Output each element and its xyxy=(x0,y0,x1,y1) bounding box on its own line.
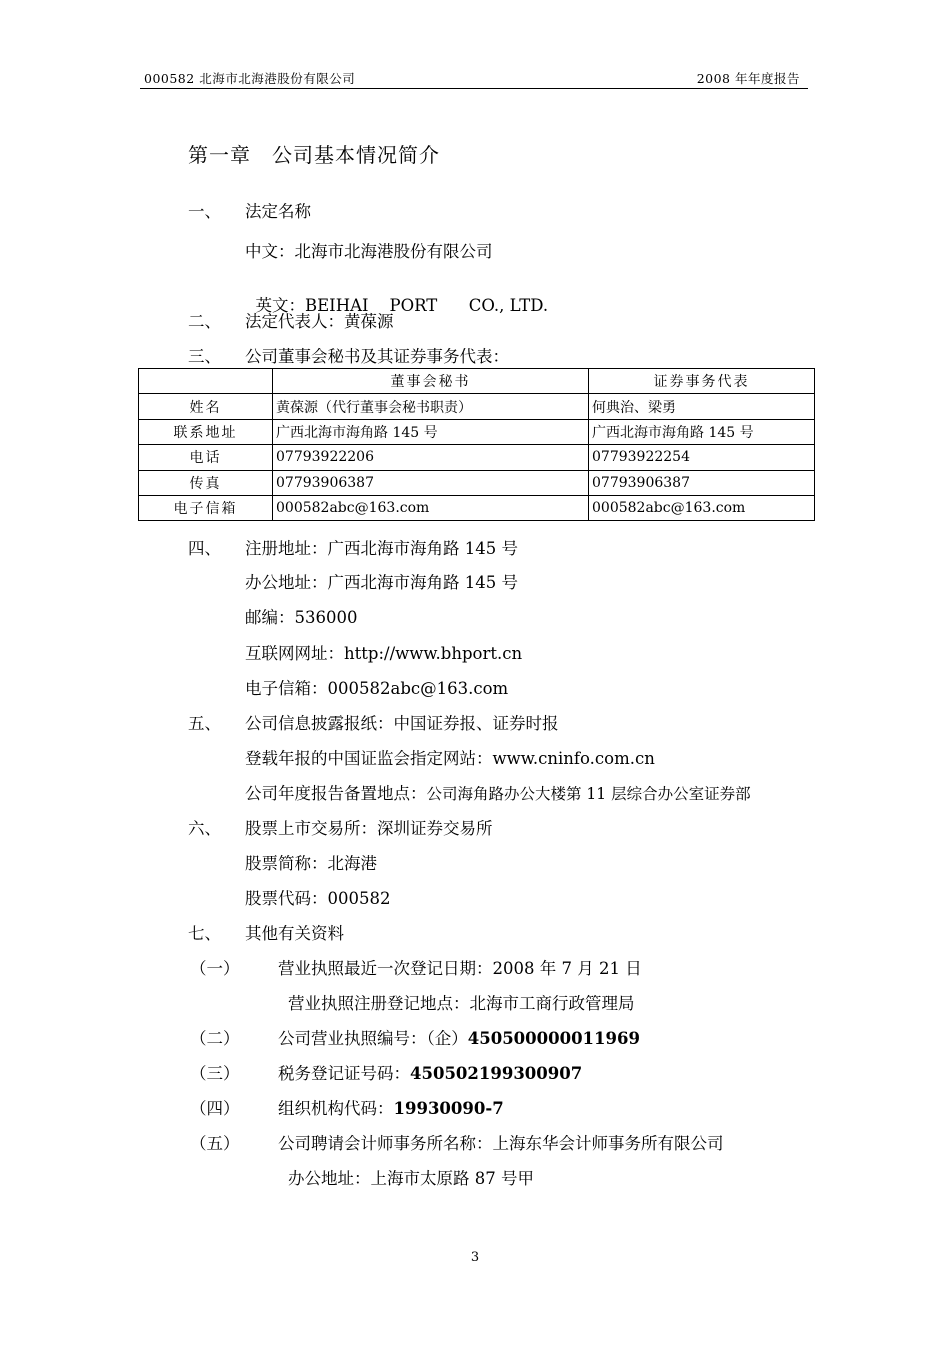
field-value: 上海东华会计师事务所有限公司 xyxy=(492,1134,724,1153)
field-label: 营业执照最近一次登记日期： xyxy=(278,959,493,978)
field-label: 税务登记证号码： xyxy=(278,1064,410,1083)
field-label: 股票代码： xyxy=(245,889,328,908)
table-row xyxy=(139,495,815,520)
field-value: 广西北海市海角路 145 号 xyxy=(327,573,518,592)
header-company: 000582 北海市北海港股份有限公司 xyxy=(144,71,356,86)
table-header-cell xyxy=(139,369,273,394)
field-label: 公司信息披露报纸： xyxy=(245,714,394,733)
table-cell: 姓名 xyxy=(139,394,273,419)
table-row xyxy=(139,419,815,444)
field-label: 中文： xyxy=(245,242,295,261)
item-number: （四） xyxy=(190,1099,240,1118)
table-cell: 电子信箱 xyxy=(139,495,273,520)
field-value: 广西北海市海角路 145 号 xyxy=(327,539,518,558)
table-cell: 电话 xyxy=(139,445,273,470)
table-row xyxy=(139,445,815,470)
table-cell: 传真 xyxy=(139,470,273,495)
section-title: 公司董事会秘书及其证券事务代表： xyxy=(245,347,509,366)
website-designated-line xyxy=(245,745,655,769)
table-cell: 07793906387 xyxy=(273,470,589,495)
org-code-line xyxy=(278,1095,504,1119)
field-label: 邮编： xyxy=(245,608,295,627)
item-number: （二） xyxy=(190,1029,240,1048)
accounting-firm-line xyxy=(278,1130,724,1154)
stock-code-line xyxy=(245,885,391,909)
section-title: 法定名称 xyxy=(245,202,311,221)
table-cell: 07793922254 xyxy=(589,445,815,470)
field-value: 2008 年 7 月 21 日 xyxy=(492,959,642,978)
license-date-line xyxy=(278,955,642,979)
website-line xyxy=(245,640,522,664)
field-label: 登载年报的中国证监会指定网站： xyxy=(245,749,493,768)
field-value: 黄葆源 xyxy=(344,312,394,331)
section-number: 七、 xyxy=(188,924,221,943)
office-address-line xyxy=(245,569,518,593)
page-number: 3 xyxy=(470,1250,480,1265)
table-cell: 07793922206 xyxy=(273,445,589,470)
tax-number-line xyxy=(278,1060,582,1084)
field-value: 中国证券报、证券时报 xyxy=(393,714,559,733)
field-value: 北海港 xyxy=(327,854,377,873)
license-number-line xyxy=(278,1025,640,1049)
table-row xyxy=(139,470,815,495)
table-row xyxy=(139,394,815,419)
field-value: 536000 xyxy=(294,608,358,627)
table-header-cell: 证券事务代表 xyxy=(589,369,815,394)
section-number: 三、 xyxy=(188,347,221,366)
field-value: 深圳证券交易所 xyxy=(377,819,493,838)
field-value: BEIHAI PORT CO., LTD. xyxy=(305,296,549,315)
field-label: 注册地址： xyxy=(245,539,328,558)
section-title: 其他有关资料 xyxy=(245,924,344,943)
table-cell: 07793906387 xyxy=(589,470,815,495)
field-label: 公司年度报告备置地点： xyxy=(245,784,427,803)
email-line xyxy=(245,675,508,699)
field-value: http://www.bhport.cn xyxy=(344,644,523,663)
field-label: 营业执照注册登记地点： xyxy=(288,994,470,1013)
field-label: 股票简称： xyxy=(245,854,328,873)
field-value: 19930090-7 xyxy=(393,1099,504,1118)
chinese-name-line xyxy=(245,238,493,262)
field-label: 组织机构代码： xyxy=(278,1099,394,1118)
field-label: 股票上市交易所： xyxy=(245,819,377,838)
exchange-line xyxy=(245,815,493,839)
table-cell: 000582abc@163.com xyxy=(589,495,815,520)
firm-address-line xyxy=(288,1165,534,1189)
section-number: 五、 xyxy=(188,714,221,733)
field-value: 450500000011969 xyxy=(467,1029,640,1048)
section-number: 六、 xyxy=(188,819,221,838)
legal-rep-line xyxy=(245,308,394,332)
field-value: 上海市太原路 87 号甲 xyxy=(370,1169,534,1188)
table-cell: 广西北海市海角路 145 号 xyxy=(589,419,815,444)
field-value: 北海市工商行政管理局 xyxy=(469,994,635,1013)
header-report-title: 2008 年年度报告 xyxy=(696,71,800,86)
field-value: 450502199300907 xyxy=(410,1064,583,1083)
field-value: 公司海角路办公大楼第 11 层综合办公室证券部 xyxy=(426,785,751,803)
section-number: 二、 xyxy=(188,312,221,331)
table-cell: 何典治、梁勇 xyxy=(589,394,815,419)
field-value: 北海市北海港股份有限公司 xyxy=(294,242,493,261)
item-number: （一） xyxy=(190,959,240,978)
report-location-line xyxy=(245,780,751,804)
field-label: 电子信箱： xyxy=(245,679,328,698)
stock-short-name-line xyxy=(245,850,377,874)
item-number: （三） xyxy=(190,1064,240,1083)
table-cell: 广西北海市海角路 145 号 xyxy=(273,419,589,444)
table-header-row xyxy=(139,369,815,394)
item-number: （五） xyxy=(190,1134,240,1153)
field-value: 000582 xyxy=(327,889,391,908)
field-label: 办公地址： xyxy=(245,573,328,592)
table-cell: 黄葆源（代行董事会秘书职责） xyxy=(273,394,589,419)
field-label: 公司营业执照编号：（企） xyxy=(278,1029,468,1048)
field-value: 000582abc@163.com xyxy=(327,679,509,698)
newspaper-line xyxy=(245,710,559,734)
field-label: 英文： xyxy=(255,296,305,315)
field-label: 互联网网址： xyxy=(245,644,344,663)
field-label: 公司聘请会计师事务所名称： xyxy=(278,1134,493,1153)
section-number: 一、 xyxy=(188,202,221,221)
zip-line xyxy=(245,604,358,628)
contact-table xyxy=(138,368,815,521)
chapter-title: 第一章 公司基本情况简介 xyxy=(188,143,440,167)
table-cell: 000582abc@163.com xyxy=(273,495,589,520)
field-value: www.cninfo.com.cn xyxy=(492,749,655,768)
table-header-cell: 董事会秘书 xyxy=(273,369,589,394)
license-place-line xyxy=(288,990,635,1014)
field-label: 法定代表人： xyxy=(245,312,344,331)
registered-address-line xyxy=(245,535,518,559)
field-label: 办公地址： xyxy=(288,1169,371,1188)
section-number: 四、 xyxy=(188,539,221,558)
table-cell: 联系地址 xyxy=(139,419,273,444)
page-header xyxy=(140,66,808,89)
